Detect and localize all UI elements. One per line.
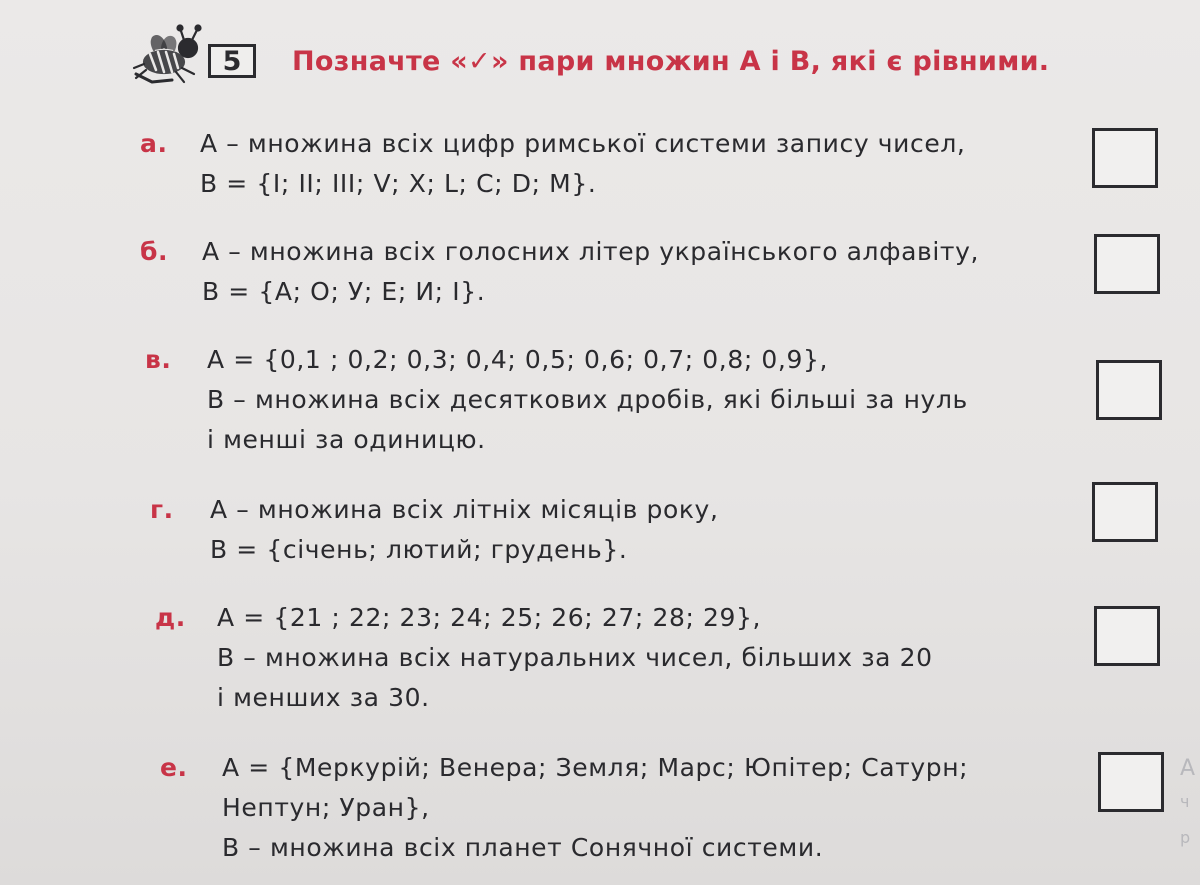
item-line: А – множина всіх цифр римської системи запису чисел, [200, 129, 966, 158]
checkbox-item-h[interactable] [1092, 482, 1158, 542]
checkbox-item-e[interactable] [1098, 752, 1164, 812]
exercise-number: 5 [208, 44, 256, 78]
exercise-title: Позначте «✓» пари множин А і В, які є рівними. [292, 46, 1050, 77]
item-line: і менших за 30. [217, 683, 430, 712]
item-line: В = {січень; лютий; грудень}. [210, 535, 628, 564]
edge-fragment: А [1180, 756, 1196, 781]
item-line: А – множина всіх літніх місяців року, [210, 495, 719, 524]
edge-fragment: ч [1180, 792, 1190, 811]
item-line: А = {0,1 ; 0,2; 0,3; 0,4; 0,5; 0,6; 0,7; 0,8; 0,9}, [207, 345, 829, 374]
item-line: Нептун; Уран}, [222, 793, 430, 822]
edge-fragment: р [1180, 828, 1191, 847]
checkbox-item-v[interactable] [1096, 360, 1162, 420]
item-line: А = {Меркурій; Венера; Земля; Марс; Юпітер; Сатурн; [222, 753, 969, 782]
item-line: В = {I; II; III; V; X; L; C; D; M}. [200, 169, 597, 198]
item-letter: а. [140, 129, 168, 158]
item-line: і менші за одиницю. [207, 425, 486, 454]
checkbox-item-b[interactable] [1094, 234, 1160, 294]
item-line: А = {21 ; 22; 23; 24; 25; 26; 27; 28; 29}, [217, 603, 762, 632]
item-letter: в. [145, 345, 172, 374]
item-line: А – множина всіх голосних літер українського алфавіту, [202, 237, 980, 266]
item-letter: б. [140, 237, 169, 266]
item-letter: д. [155, 603, 186, 632]
item-line: В – множина всіх десяткових дробів, які більші за нуль [207, 385, 968, 414]
checkbox-item-a[interactable] [1092, 128, 1158, 188]
item-line: В = {А; О; У; Е; И; І}. [202, 277, 486, 306]
item-line: В – множина всіх натуральних чисел, більших за 20 [217, 643, 933, 672]
item-letter: г. [150, 495, 174, 524]
item-line: В – множина всіх планет Сонячної системи. [222, 833, 824, 862]
item-letter: е. [160, 753, 188, 782]
checkbox-item-d[interactable] [1094, 606, 1160, 666]
